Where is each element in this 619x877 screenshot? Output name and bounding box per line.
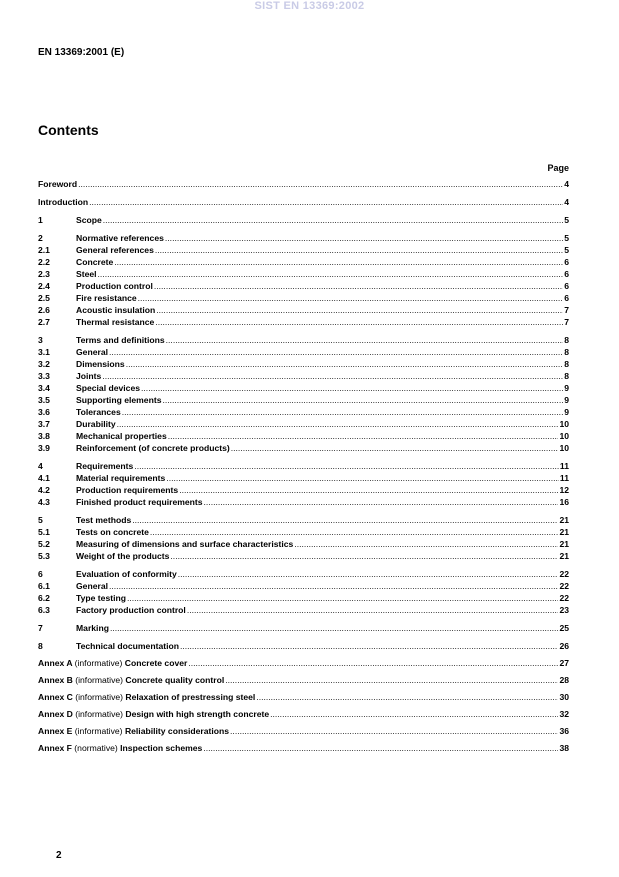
dot-leader [188, 657, 558, 669]
dot-leader [230, 725, 558, 737]
toc-entry-title: Mechanical properties [76, 431, 167, 441]
annex-kind: (informative) [74, 658, 123, 668]
toc-entry-page: 6 [564, 269, 569, 279]
toc-entry-page: 12 [559, 485, 569, 495]
toc-entry[interactable] [38, 214, 569, 226]
toc-entry[interactable] [38, 334, 569, 346]
toc-entry-page: 16 [559, 497, 569, 507]
toc-annex-entry[interactable] [38, 674, 569, 686]
toc-entry-number: 3.5 [38, 395, 50, 405]
toc-entry-title: Foreword [38, 179, 78, 189]
toc-entry-page: 30 [559, 692, 569, 702]
toc-entry-number: 4 [38, 461, 43, 471]
toc-entry-page: 38 [559, 743, 569, 753]
dot-leader [231, 442, 559, 454]
toc-entry-title: Type testing [76, 593, 126, 603]
toc-entry-number: 3.9 [38, 443, 50, 453]
toc-entry-page: 9 [564, 383, 569, 393]
toc-entry-number: 3.8 [38, 431, 50, 441]
toc-entry[interactable] [38, 268, 569, 280]
toc-entry-page: 5 [564, 245, 569, 255]
toc-entry-page: 10 [559, 431, 569, 441]
page-title: Contents [38, 122, 99, 138]
document-reference: EN 13369:2001 (E) [38, 47, 125, 58]
toc-entry-page: 9 [564, 395, 569, 405]
toc-entry-number: 5 [38, 515, 43, 525]
toc-entry[interactable] [38, 418, 569, 430]
toc-entry-title: Acoustic insulation [76, 305, 156, 315]
toc-entry-title: Scope [76, 215, 102, 225]
annex-kind: (informative) [75, 675, 124, 685]
annex-kind: (informative) [75, 692, 124, 702]
toc-entry[interactable] [38, 244, 569, 256]
toc-entry-number: 3.3 [38, 371, 50, 381]
dot-leader [114, 256, 563, 268]
dot-leader [134, 460, 559, 472]
toc-entry-title: Special devices [76, 383, 141, 393]
annex-title: Reliability considerations [124, 726, 230, 736]
toc-entry-title: Technical documentation [76, 641, 179, 651]
toc-entry[interactable] [38, 232, 569, 244]
annex-kind: (informative) [75, 709, 124, 719]
toc-entry[interactable] [38, 358, 569, 370]
toc-entry-number: 5.1 [38, 527, 50, 537]
toc-entry-page: 6 [564, 281, 569, 291]
toc-entry-title: Joints [76, 371, 102, 381]
dot-leader [256, 691, 558, 703]
toc-entry-page: 9 [564, 407, 569, 417]
toc-entry[interactable] [38, 622, 569, 634]
toc-entry[interactable] [38, 280, 569, 292]
dot-leader [102, 370, 563, 382]
dot-leader [89, 196, 563, 208]
toc-entry[interactable] [38, 460, 569, 472]
toc-entry-page: 7 [564, 317, 569, 327]
dot-leader [166, 334, 564, 346]
toc-entry-number: 6.1 [38, 581, 50, 591]
toc-entry-number: 3.7 [38, 419, 50, 429]
toc-entry-number: 2.7 [38, 317, 50, 327]
dot-leader [162, 394, 563, 406]
toc-entry-title: General references [76, 245, 154, 255]
dot-leader [168, 430, 559, 442]
toc-entry-title: Fire resistance [76, 293, 137, 303]
watermark: SIST EN 13369:2002 [254, 0, 365, 12]
annex-letter: Annex A [38, 658, 73, 668]
toc-entry[interactable] [38, 430, 569, 442]
dot-leader [110, 622, 558, 634]
annex-kind: (normative) [74, 743, 118, 753]
toc-entry-number: 5.3 [38, 551, 50, 561]
toc-entry-page: 10 [559, 419, 569, 429]
dot-leader [178, 568, 559, 580]
toc-entry[interactable] [38, 484, 569, 496]
toc-entry-title: Introduction [38, 197, 89, 207]
toc-entry[interactable] [38, 604, 569, 616]
toc-entry[interactable] [38, 406, 569, 418]
toc-entry-number: 7 [38, 623, 43, 633]
toc-entry-number: 6.3 [38, 605, 50, 615]
annex-title: Design with high strength concrete [125, 709, 270, 719]
dot-leader [138, 292, 564, 304]
toc-entry[interactable] [38, 472, 569, 484]
annex-title: Inspection schemes [120, 743, 203, 753]
toc-entry-number: 1 [38, 215, 43, 225]
toc-entry-number: 2.6 [38, 305, 50, 315]
toc-entry-page: 28 [559, 675, 569, 685]
toc-entry-title: Marking [76, 623, 109, 633]
toc-entry[interactable] [38, 496, 569, 508]
toc-entry[interactable] [38, 538, 569, 550]
toc-annex-entry[interactable] [38, 725, 569, 737]
dot-leader [155, 244, 563, 256]
toc-entry-title: General [76, 347, 109, 357]
toc-entry-page: 11 [559, 473, 569, 483]
annex-kind: (informative) [74, 726, 123, 736]
dot-leader [117, 418, 559, 430]
toc-entry-page: 8 [564, 335, 569, 345]
toc-entry-page: 8 [564, 347, 569, 357]
toc-entry-title: Normative references [76, 233, 164, 243]
toc-entry-number: 3.1 [38, 347, 50, 357]
dot-leader [154, 280, 563, 292]
toc-entry-title: Dimensions [76, 359, 125, 369]
toc-entry-page: 6 [564, 293, 569, 303]
dot-leader [126, 358, 564, 370]
toc-entry-page: 8 [564, 359, 569, 369]
toc-entry-title: Weight of the products [76, 551, 170, 561]
toc-annex-entry[interactable] [38, 657, 569, 669]
toc-entry[interactable] [38, 256, 569, 268]
toc-entry-title: Production control [76, 281, 153, 291]
toc-entry[interactable] [38, 514, 569, 526]
toc-entry-number: 5.2 [38, 539, 50, 549]
toc-entry-title: Factory production control [76, 605, 186, 615]
toc-entry-page: 21 [559, 539, 569, 549]
annex-heading [38, 742, 202, 754]
toc-entry-number: 4.3 [38, 497, 50, 507]
toc-entry[interactable] [38, 304, 569, 316]
dot-leader [170, 550, 558, 562]
toc-entry[interactable] [38, 316, 569, 328]
toc-entry-page: 5 [564, 233, 569, 243]
dot-leader [270, 708, 558, 720]
toc-entry-page: 32 [559, 709, 569, 719]
toc-entry[interactable] [38, 580, 569, 592]
dot-leader [155, 316, 563, 328]
dot-leader [203, 742, 558, 754]
dot-leader [98, 268, 564, 280]
toc-entry-number: 2.5 [38, 293, 50, 303]
toc-entry-number: 3 [38, 335, 43, 345]
toc-entry-number: 3.2 [38, 359, 50, 369]
toc-entry[interactable] [38, 178, 569, 190]
toc-entry-title: Tolerances [76, 407, 121, 417]
toc-entry-page: 6 [564, 257, 569, 267]
toc-entry[interactable] [38, 550, 569, 562]
toc-entry-page: 26 [559, 641, 569, 651]
toc-entry-title: General [76, 581, 109, 591]
toc-entry-number: 2 [38, 233, 43, 243]
dot-leader [141, 382, 563, 394]
toc-annex-entry[interactable] [38, 708, 569, 720]
toc-entry-title: Material requirements [76, 473, 166, 483]
page-column-header: Page [547, 163, 569, 173]
toc-entry[interactable] [38, 292, 569, 304]
toc-entry-number: 4.1 [38, 473, 50, 483]
dot-leader [127, 592, 558, 604]
toc-entry-page: 4 [564, 197, 569, 207]
toc-entry[interactable] [38, 370, 569, 382]
annex-letter: Annex E [38, 726, 73, 736]
annex-heading [38, 691, 255, 703]
toc-entry-title: Reinforcement (of concrete products) [76, 443, 230, 453]
toc-entry-page: 22 [559, 581, 569, 591]
toc-entry-title: Supporting elements [76, 395, 162, 405]
annex-letter: Annex F [38, 743, 72, 753]
toc-entry-number: 8 [38, 641, 43, 651]
toc-entry[interactable] [38, 442, 569, 454]
dot-leader [103, 214, 563, 226]
dot-leader [156, 304, 563, 316]
dot-leader [78, 178, 563, 190]
toc-entry-number: 4.2 [38, 485, 50, 495]
toc-entry-title: Evaluation of conformity [76, 569, 177, 579]
toc-entry-title: Tests on concrete [76, 527, 149, 537]
toc-entry-number: 2.4 [38, 281, 50, 291]
toc-entry-page: 10 [559, 443, 569, 453]
toc-entry-page: 25 [559, 623, 569, 633]
toc-entry[interactable] [38, 346, 569, 358]
toc-entry-title: Durability [76, 419, 116, 429]
toc-entry-page: 27 [559, 658, 569, 668]
toc-entry[interactable] [38, 394, 569, 406]
annex-heading [38, 657, 187, 669]
annex-title: Relaxation of prestressing steel [125, 692, 256, 702]
dot-leader [187, 604, 559, 616]
toc-entry-number: 2.2 [38, 257, 50, 267]
annex-heading [38, 725, 229, 737]
annex-title: Concrete cover [124, 658, 188, 668]
toc-entry-page: 36 [559, 726, 569, 736]
toc-entry-title: Thermal resistance [76, 317, 155, 327]
toc-entry-number: 3.6 [38, 407, 50, 417]
dot-leader [150, 526, 559, 538]
annex-letter: Annex D [38, 709, 73, 719]
dot-leader [179, 484, 558, 496]
toc-annex-entry[interactable] [38, 691, 569, 703]
dot-leader [165, 232, 563, 244]
table-of-contents [38, 178, 569, 754]
toc-entry-title: Concrete [76, 257, 114, 267]
toc-entry-number: 3.4 [38, 383, 50, 393]
toc-entry[interactable] [38, 382, 569, 394]
annex-title: Concrete quality control [125, 675, 225, 685]
toc-entry-page: 5 [564, 215, 569, 225]
footer-page-number: 2 [56, 850, 62, 861]
toc-entry-title: Production requirements [76, 485, 179, 495]
dot-leader [180, 640, 558, 652]
toc-entry-page: 21 [559, 527, 569, 537]
toc-entry[interactable] [38, 592, 569, 604]
toc-entry-page: 21 [559, 551, 569, 561]
annex-letter: Annex C [38, 692, 73, 702]
toc-entry-page: 22 [559, 569, 569, 579]
toc-entry-title: Measuring of dimensions and surface characteristics [76, 539, 294, 549]
toc-entry[interactable] [38, 526, 569, 538]
toc-annex-entry[interactable] [38, 742, 569, 754]
toc-entry[interactable] [38, 196, 569, 208]
toc-entry-number: 6.2 [38, 593, 50, 603]
toc-entry-page: 4 [564, 179, 569, 189]
toc-entry-title: Finished product requirements [76, 497, 203, 507]
dot-leader [294, 538, 558, 550]
toc-entry-number: 2.1 [38, 245, 50, 255]
toc-entry[interactable] [38, 640, 569, 652]
toc-entry-page: 7 [564, 305, 569, 315]
toc-entry-page: 21 [559, 515, 569, 525]
toc-entry-page: 8 [564, 371, 569, 381]
annex-heading [38, 708, 269, 720]
toc-entry-title: Test methods [76, 515, 132, 525]
dot-leader [109, 346, 563, 358]
annex-heading [38, 674, 224, 686]
annex-letter: Annex B [38, 675, 73, 685]
toc-entry-page: 22 [559, 593, 569, 603]
dot-leader [132, 514, 558, 526]
toc-entry[interactable] [38, 568, 569, 580]
toc-entry-title: Terms and definitions [76, 335, 165, 345]
dot-leader [109, 580, 558, 592]
dot-leader [122, 406, 563, 418]
dot-leader [225, 674, 558, 686]
toc-entry-number: 6 [38, 569, 43, 579]
toc-entry-page: 23 [559, 605, 569, 615]
toc-entry-number: 2.3 [38, 269, 50, 279]
dot-leader [166, 472, 559, 484]
toc-entry-title: Steel [76, 269, 97, 279]
toc-entry-title: Requirements [76, 461, 134, 471]
toc-entry-page: 11 [559, 461, 569, 471]
dot-leader [204, 496, 559, 508]
